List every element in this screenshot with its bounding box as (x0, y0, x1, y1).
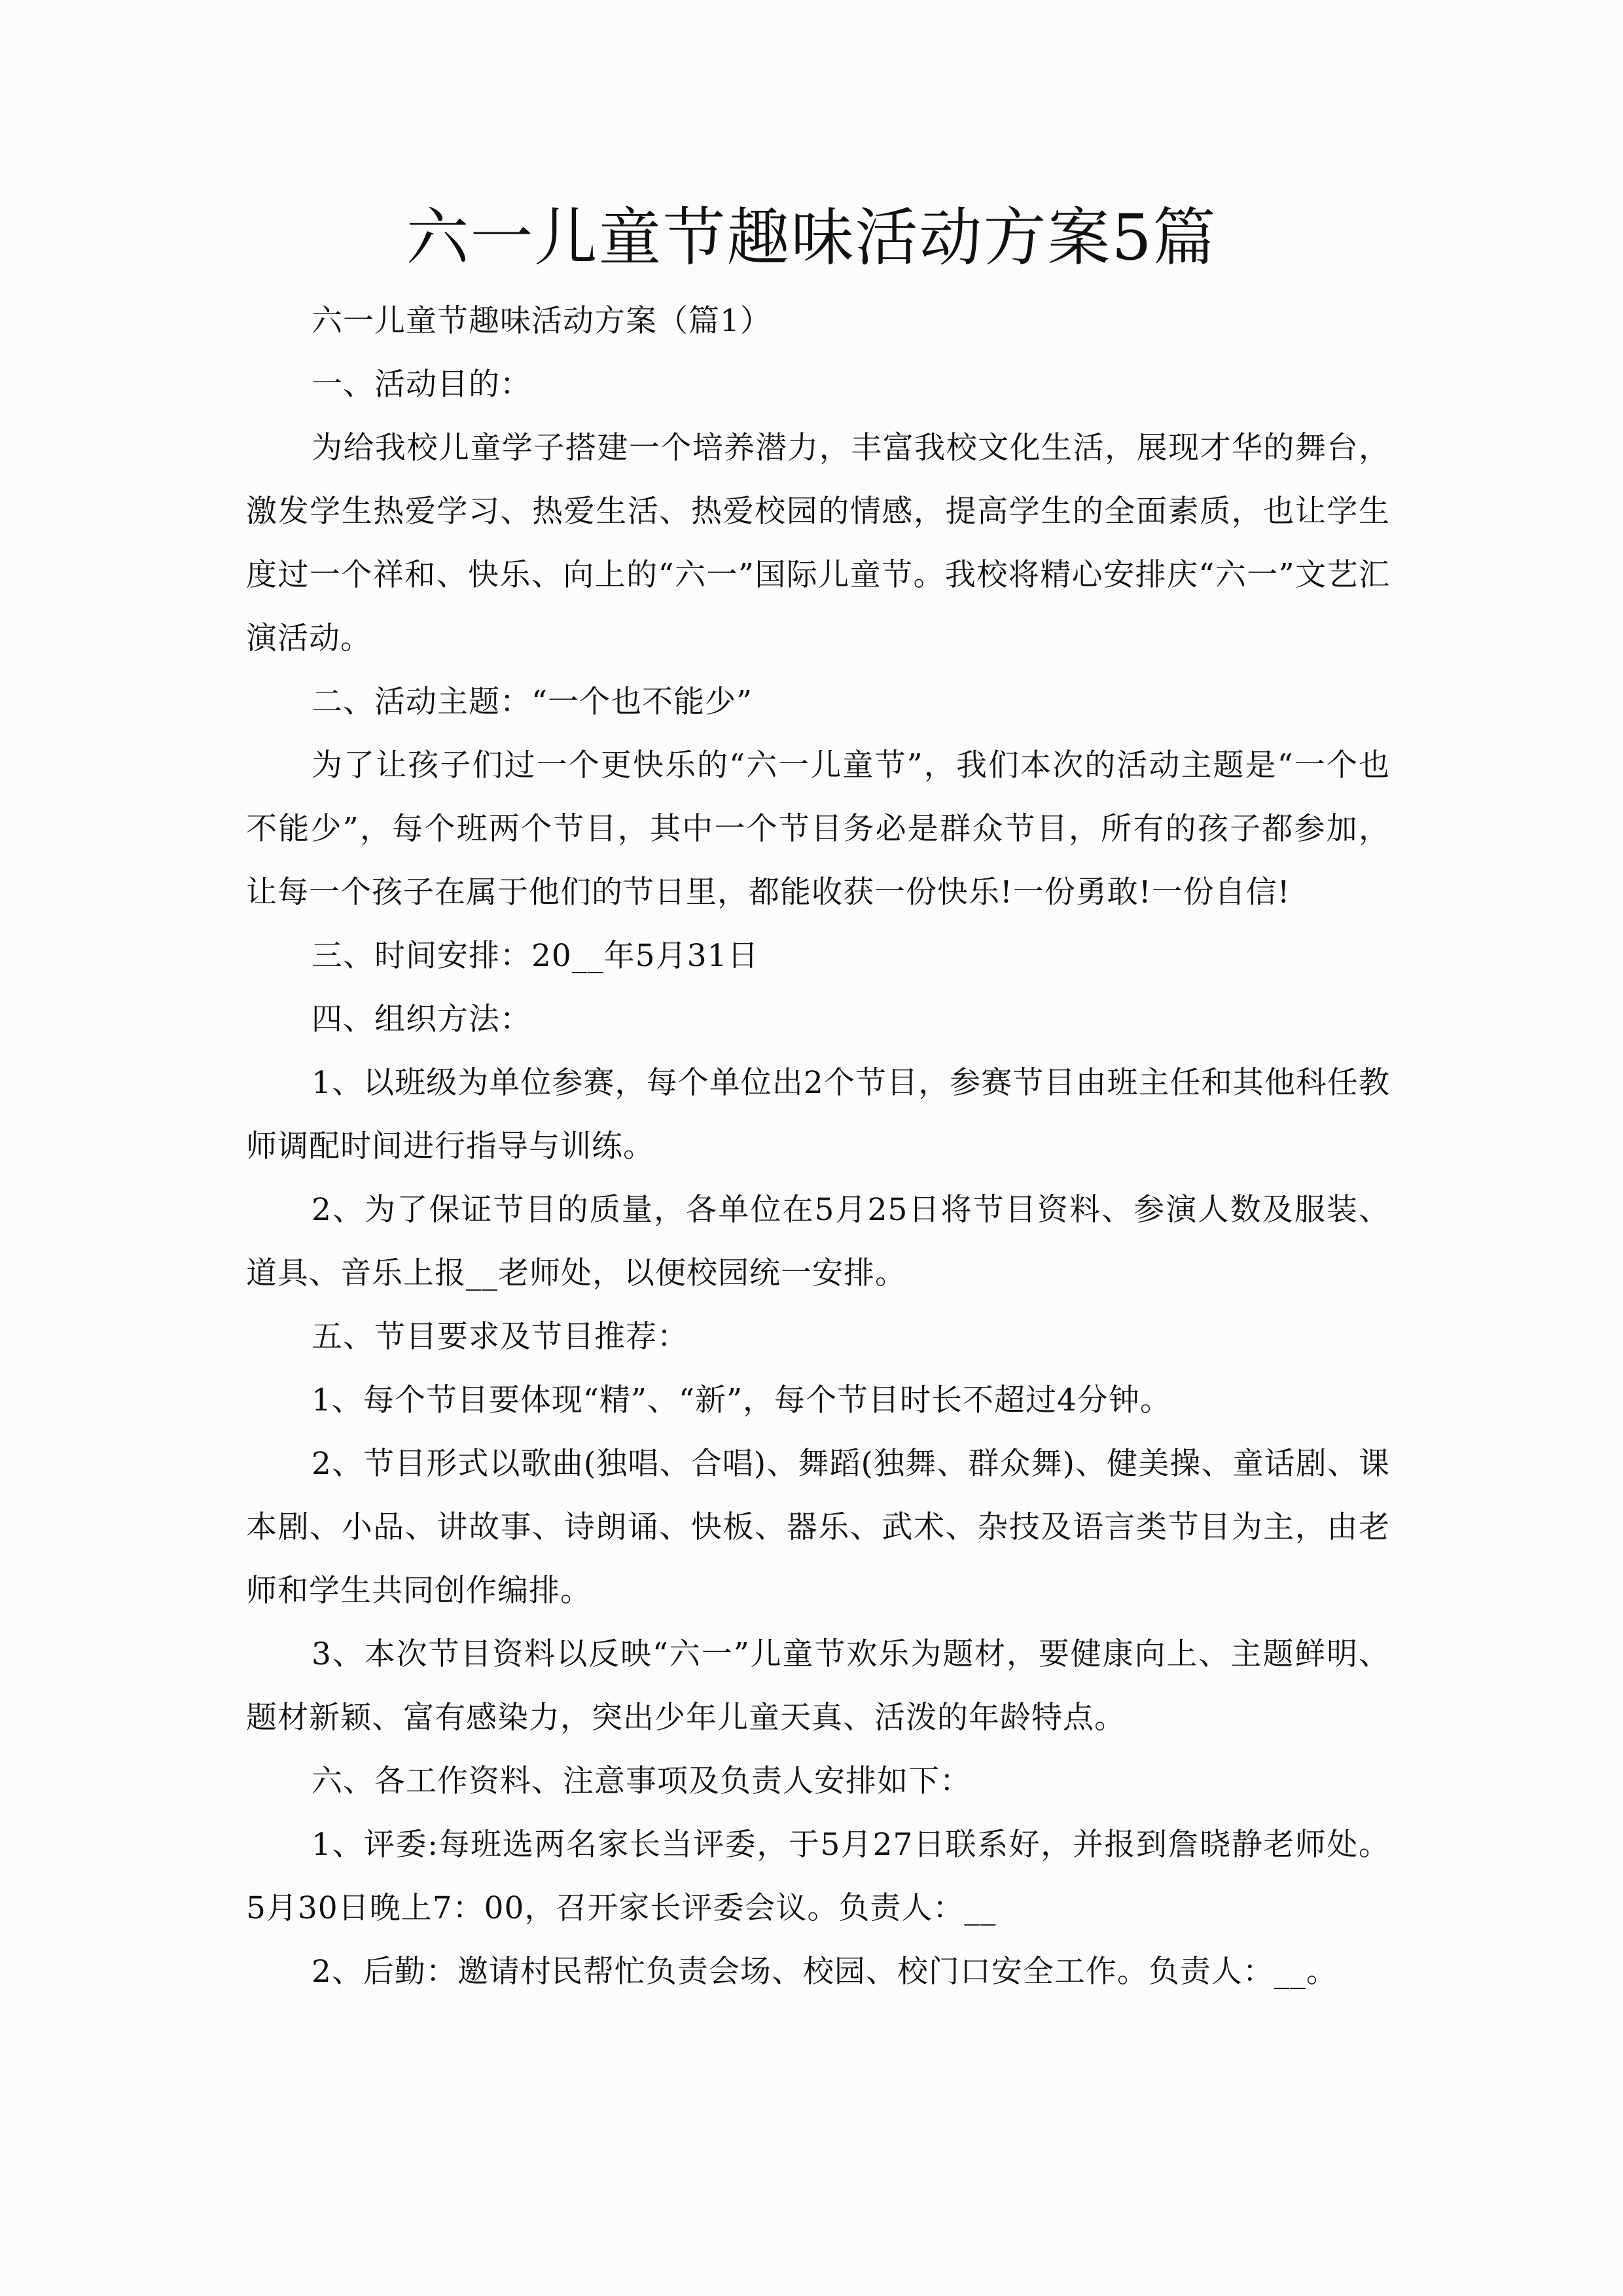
section-heading-theme: 二、活动主题：“一个也不能少” (312, 684, 753, 720)
list-item-requirements-1: 1、每个节目要体现“精”、“新”，每个节目时长不超过4分钟。 (312, 1382, 1171, 1418)
list-item-organization-2: 2、为了保证节目的质量，各单位在5月25日将节目资料、参演人数及服装、道具、音乐上报__老师处，以便校园统一安排。 (246, 1192, 1390, 1291)
document-title: 六一儿童节趣味活动方案5篇 (406, 201, 1217, 274)
list-item-responsibilities-1: 1、评委:每班选两名家长当评委，于5月27日联系好，并报到詹晓静老师处。5月30日晚上7：00，召开家长评委会议。负责人：__ (246, 1827, 1390, 1926)
section-heading-responsibilities: 六、各工作资料、注意事项及负责人安排如下： (312, 1763, 971, 1799)
section-heading-plan-1: 六一儿童节趣味活动方案（篇1） (312, 303, 772, 339)
list-item-requirements-3: 3、本次节目资料以反映“六一”儿童节欢乐为题材，要健康向上、主题鲜明、题材新颖、富有感染力，突出少年儿童天真、活泼的年龄特点。 (246, 1636, 1390, 1736)
document-body (246, 289, 1390, 2003)
section-heading-organization: 四、组织方法： (312, 1001, 531, 1037)
section-heading-requirements: 五、节目要求及节目推荐： (312, 1319, 688, 1355)
section-heading-schedule: 三、时间安排：20__年5月31日 (312, 938, 759, 974)
paragraph-theme: 为了让孩子们过一个更快乐的“六一儿童节”，我们本次的活动主题是“一个也不能少”，每个班两个节目，其中一个节目务必是群众节目，所有的孩子都参加，让每一个孩子在属于他们的节日里，都能收获一份快乐!一份勇敢!一份自信! (246, 747, 1390, 910)
list-item-requirements-2: 2、节目形式以歌曲(独唱、合唱)、舞蹈(独舞、群众舞)、健美操、童话剧、课本剧、小品、讲故事、诗朗诵、快板、器乐、武术、杂技及语言类节目为主，由老师和学生共同创作编排。 (246, 1446, 1390, 1609)
section-heading-purpose: 一、活动目的： (312, 367, 531, 403)
list-item-responsibilities-2: 2、后勤：邀请村民帮忙负责会场、校园、校门口安全工作。负责人：__。 (312, 1954, 1338, 1990)
list-item-organization-1: 1、以班级为单位参赛，每个单位出2个节目，参赛节目由班主任和其他科任教师调配时间进行指导与训练。 (246, 1065, 1390, 1164)
paragraph-purpose: 为给我校儿童学子搭建一个培养潜力，丰富我校文化生活，展现才华的舞台，激发学生热爱学习、热爱生活、热爱校园的情感，提高学生的全面素质，也让学生度过一个祥和、快乐、向上的“六一”国际儿童节。我校将精心安排庆“六一”文艺汇演活动。 (246, 430, 1390, 656)
